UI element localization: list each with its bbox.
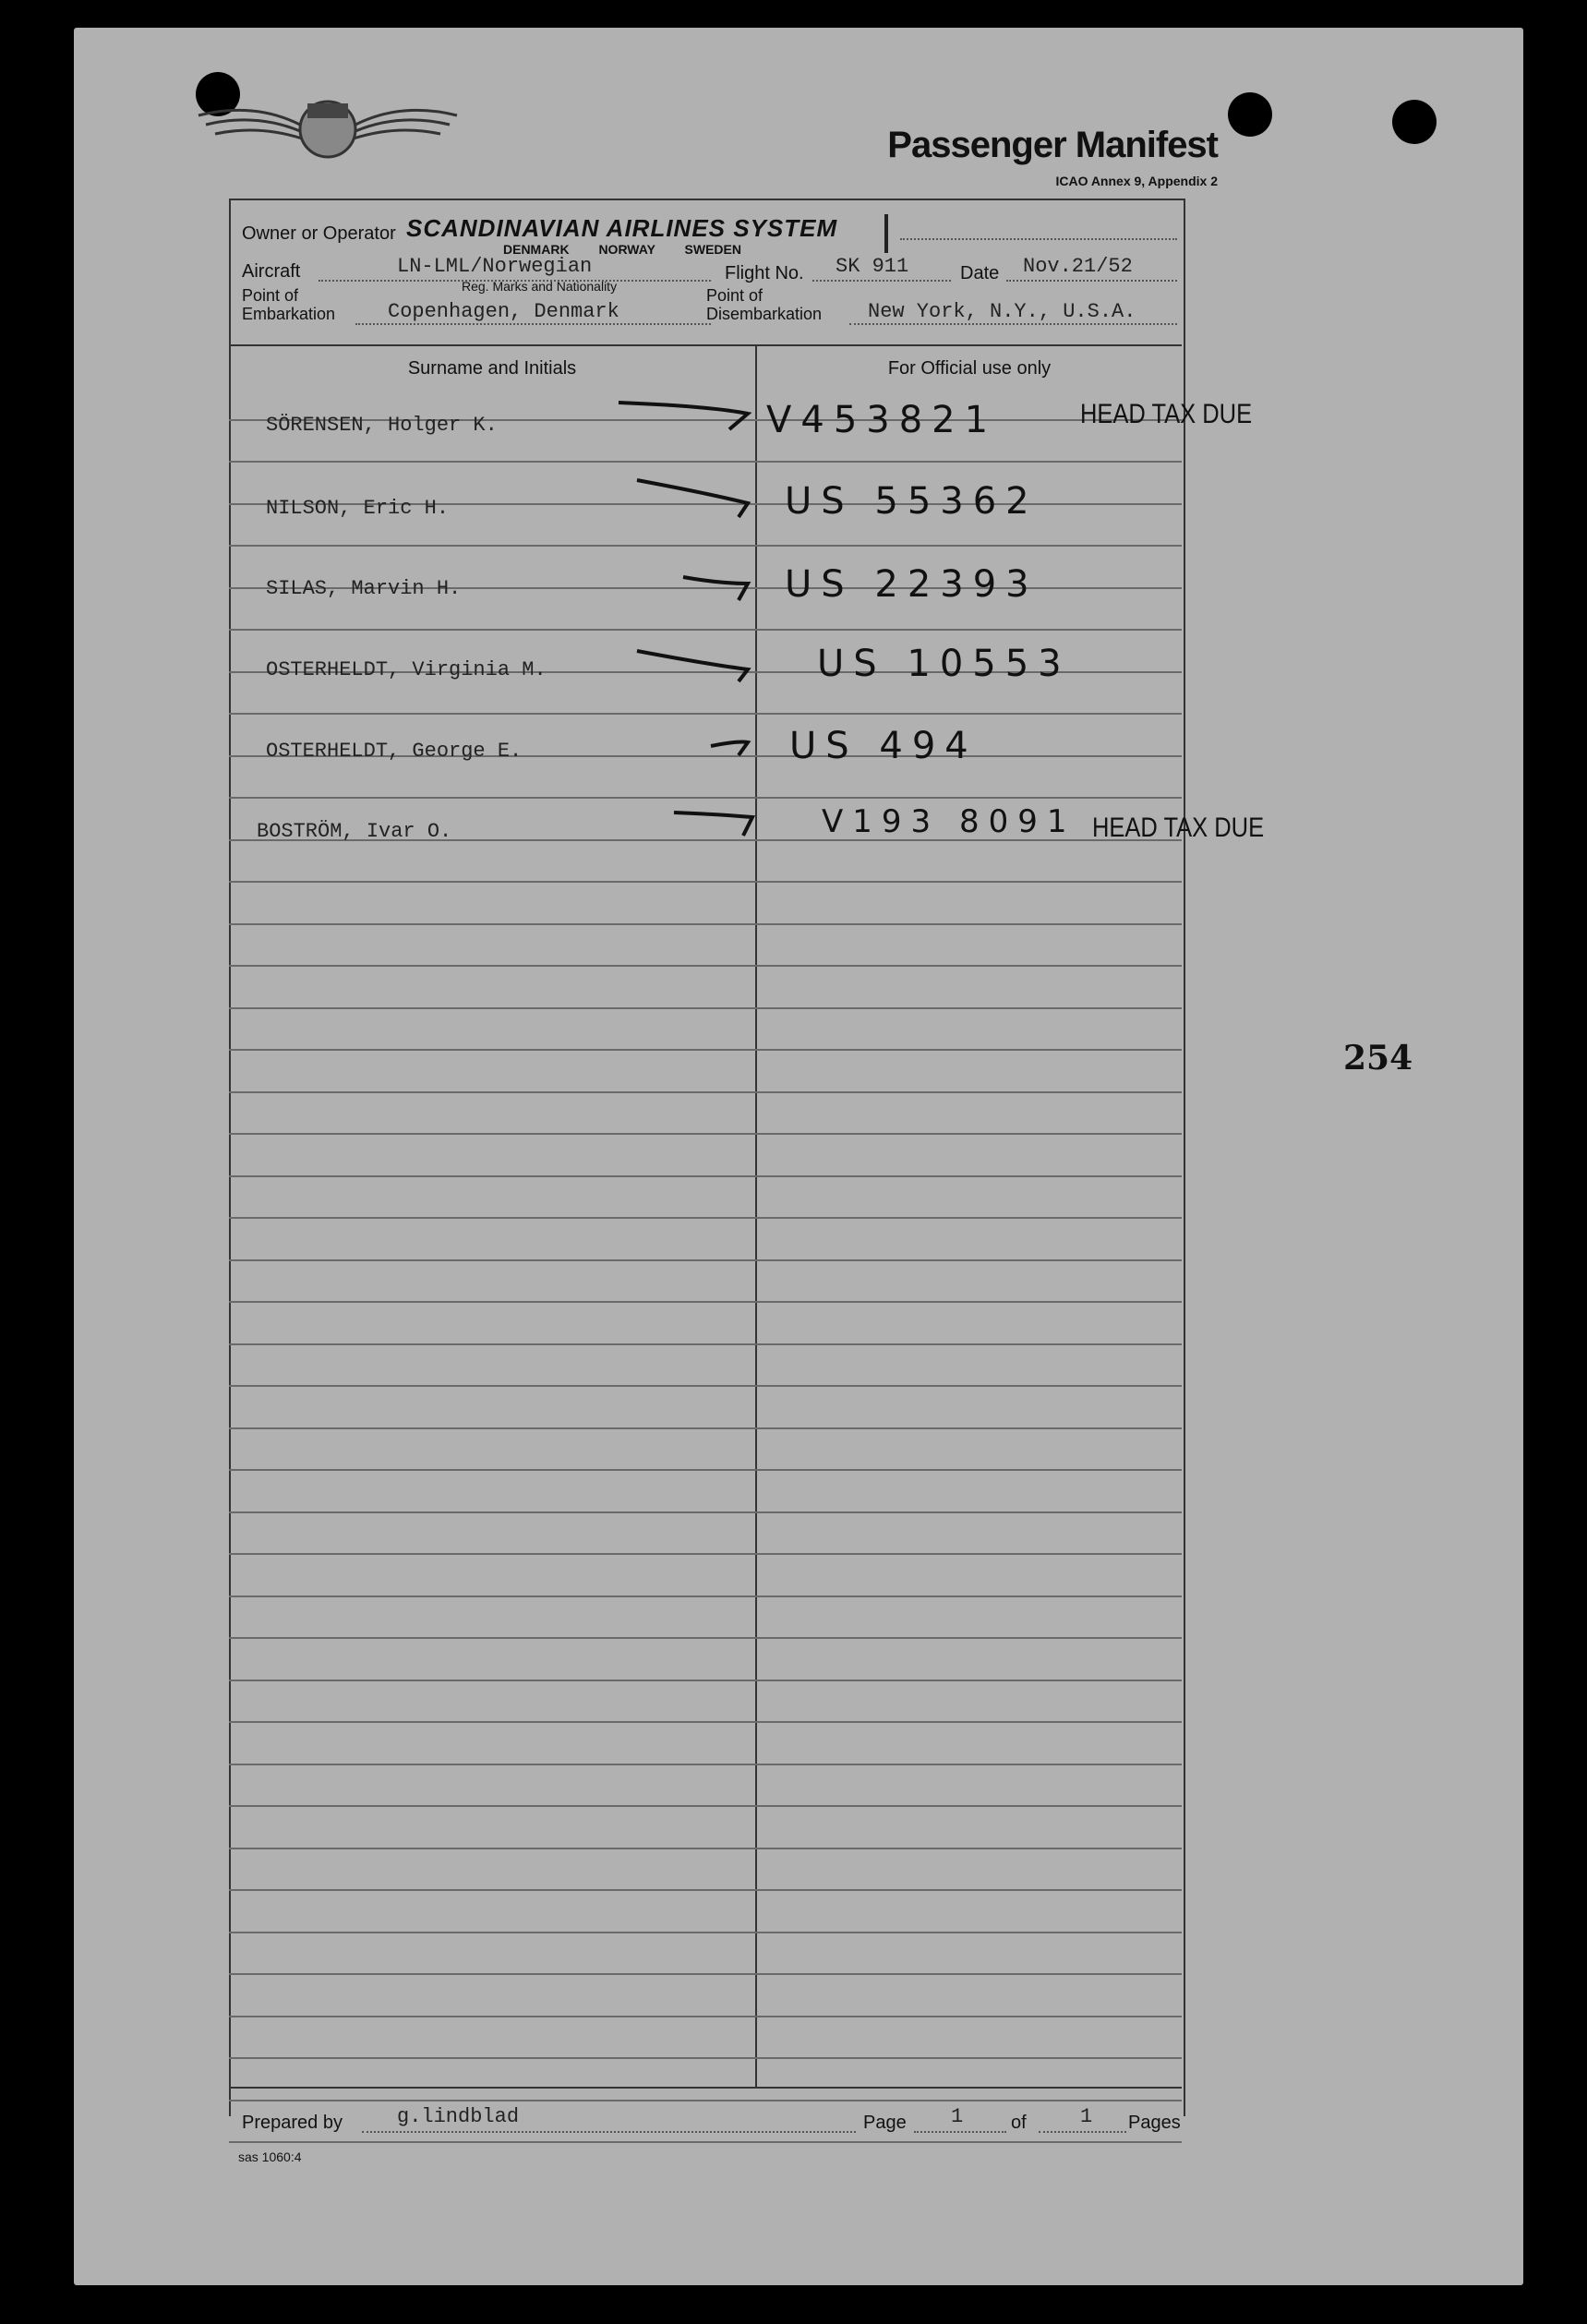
punch-hole-right <box>1392 100 1437 144</box>
owner-countries: DENMARK NORWAY SWEDEN <box>503 242 741 257</box>
embark-value: Copenhagen, Denmark <box>388 300 619 323</box>
owner-value: SCANDINAVIAN AIRLINES SYSTEM <box>406 214 838 242</box>
flight-label: Flight No. <box>725 263 804 283</box>
embark-label-2: Embarkation <box>242 305 336 323</box>
ruled-row <box>229 1093 1182 1136</box>
official-entry: US 494 <box>789 725 978 767</box>
owner-label: Owner or Operator <box>242 223 396 244</box>
aircraft-label: Aircraft <box>242 261 301 282</box>
ruled-row <box>229 1513 1182 1556</box>
disembark-label-1: Point of <box>706 286 763 305</box>
col-surname-header: Surname and Initials <box>407 358 577 379</box>
head-tax-stamp: HEAD TAX DUE <box>1080 399 1253 429</box>
ruled-row <box>229 1303 1182 1345</box>
form-title: Passenger Manifest <box>887 125 1218 165</box>
passenger-name: SILAS, Marvin H. <box>266 577 462 600</box>
ruled-row <box>229 967 1182 1009</box>
owner-mark <box>884 214 888 253</box>
ruled-row <box>229 1429 1182 1472</box>
passenger-name: BOSTRÖM, Ivar O. <box>257 820 452 843</box>
embark-dots <box>355 323 711 325</box>
official-entry: V453821 <box>766 399 998 441</box>
disembark-dots <box>849 323 1177 325</box>
official-entry: US 10553 <box>817 643 1071 685</box>
passenger-name: OSTERHELDT, George E. <box>266 740 523 763</box>
ruled-row <box>229 1051 1182 1093</box>
pages-label: Pages <box>1128 2113 1181 2133</box>
ruled-row <box>229 1387 1182 1429</box>
ruled-row <box>229 1891 1182 1933</box>
owner-dots <box>900 238 1177 240</box>
aircraft-note: Reg. Marks and Nationality <box>462 279 618 294</box>
ruled-row <box>229 1135 1182 1177</box>
official-entry: US 22393 <box>785 563 1039 606</box>
ruled-row <box>229 1849 1182 1892</box>
form-number: sas 1060:4 <box>238 2149 302 2164</box>
ruled-row <box>229 1933 1182 1976</box>
ruled-row <box>229 1177 1182 1220</box>
flight-value: SK 911 <box>836 255 909 278</box>
passenger-name: NILSON, Eric H. <box>266 497 450 520</box>
prepared-dots <box>362 2131 856 2133</box>
prepared-label: Prepared by <box>242 2113 343 2133</box>
page-label: Page <box>863 2113 907 2133</box>
ruled-row <box>229 1975 1182 2017</box>
ruled-row <box>229 1681 1182 1724</box>
of-value: 1 <box>1080 2105 1093 2128</box>
ruled-row <box>229 1555 1182 1597</box>
footer-divider <box>229 2087 1182 2089</box>
disembark-value: New York, N.Y., U.S.A. <box>868 300 1136 323</box>
ruled-row <box>229 883 1182 925</box>
header-divider <box>229 344 1182 346</box>
ruled-row <box>229 2059 1182 2101</box>
ruled-row <box>229 1807 1182 1849</box>
ruled-row <box>229 1009 1182 1052</box>
ruled-row <box>229 1219 1182 1261</box>
flight-dots <box>812 280 951 282</box>
embark-label-1: Point of <box>242 286 299 305</box>
form-subtitle: ICAO Annex 9, Appendix 2 <box>1055 174 1218 188</box>
aircraft-dots <box>319 280 711 282</box>
date-value: Nov.21/52 <box>1023 255 1133 278</box>
ruled-row <box>229 1261 1182 1304</box>
page-stamp-number: 254 <box>1343 1039 1413 1078</box>
official-entry: US 55362 <box>785 480 1039 523</box>
check-marks <box>609 388 766 849</box>
airline-wings-logo <box>189 74 466 166</box>
page-dots <box>914 2131 1006 2133</box>
date-dots <box>1006 280 1177 282</box>
punch-hole-mid <box>1228 92 1272 137</box>
ruled-row <box>229 2017 1182 2060</box>
ruled-row <box>229 1765 1182 1808</box>
ruled-row <box>229 1345 1182 1388</box>
date-label: Date <box>960 263 1000 283</box>
aircraft-value: LN-LML/Norwegian <box>397 255 593 278</box>
ruled-row <box>229 1471 1182 1513</box>
ruled-row <box>229 1723 1182 1765</box>
ruled-row <box>229 1597 1182 1640</box>
ruled-row <box>229 1639 1182 1681</box>
head-tax-stamp: HEAD TAX DUE <box>1092 813 1265 843</box>
passenger-name: OSTERHELDT, Virginia M. <box>266 658 547 681</box>
page-value: 1 <box>951 2105 964 2128</box>
col-official-header: For Official use only <box>887 358 1052 379</box>
of-label: of <box>1011 2113 1027 2133</box>
prepared-value: g.lindblad <box>397 2105 520 2128</box>
of-dots <box>1039 2131 1126 2133</box>
passenger-name: SÖRENSEN, Holger K. <box>266 414 498 437</box>
disembark-label-2: Disembarkation <box>706 305 823 323</box>
official-entry: V193 8091 <box>822 803 1076 840</box>
ruled-row <box>229 2101 1182 2144</box>
ruled-row <box>229 925 1182 968</box>
